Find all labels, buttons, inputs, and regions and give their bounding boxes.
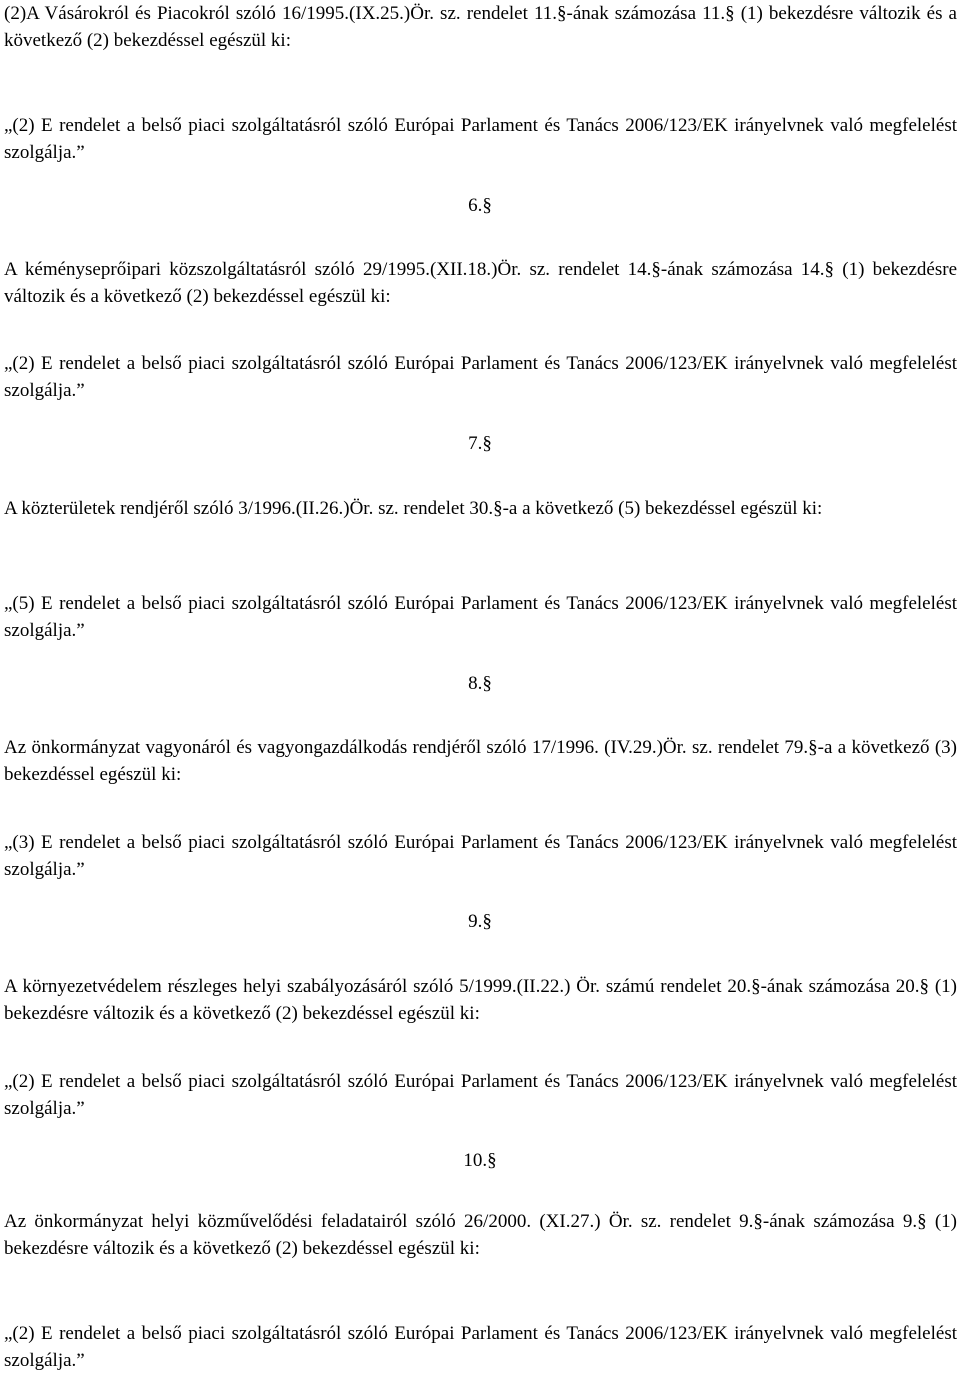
section-8-quote: „(3) E rendelet a belső piaci szolgáltatásról szóló Európai Parlament és Tanács 2006/123/EK irányelvnek való megfelelést szolgálja.” — [4, 832, 957, 880]
intro-quote: „(2) E rendelet a belső piaci szolgáltatásról szóló Európai Parlament és Tanács 2006/123/EK irányelvnek való megfelelést szolgálja.” — [4, 115, 957, 163]
section-6-quote: „(2) E rendelet a belső piaci szolgáltatásról szóló Európai Parlament és Tanács 2006/123/EK irányelvnek való megfelelést szolgálja.” — [4, 353, 957, 401]
section-8-paragraph: Az önkormányzat vagyonáról és vagyongazdálkodás rendjéről szóló 17/1996. (IV.29.)Ör. sz. rendelet 79.§-a a következő (3) bekezdéssel egészül ki: — [4, 737, 957, 785]
section-7-quote: „(5) E rendelet a belső piaci szolgáltatásról szóló Európai Parlament és Tanács 2006/123/EK irányelvnek való megfelelést szolgálja.” — [4, 593, 957, 641]
section-heading-6: 6.§ — [468, 195, 492, 216]
section-heading-7: 7.§ — [468, 433, 492, 454]
section-6-paragraph: A kéményseprőipari közszolgáltatásról szóló 29/1995.(XII.18.)Ör. sz. rendelet 14.§-ának számozása 14.§ (1) bekezdésre változik és a következő (2) bekezdéssel egészül ki: — [4, 259, 957, 307]
section-heading-8: 8.§ — [468, 673, 492, 694]
section-10-paragraph: Az önkormányzat helyi közművelődési feladatairól szóló 26/2000. (XI.27.) Ör. sz. rendelet 9.§-ának számozása 9.§ (1) bekezdésre változik és a következő (2) bekezdéssel egészül ki: — [4, 1211, 957, 1259]
section-9-quote: „(2) E rendelet a belső piaci szolgáltatásról szóló Európai Parlament és Tanács 2006/123/EK irányelvnek való megfelelést szolgálja.” — [4, 1071, 957, 1119]
section-9-paragraph: A környezetvédelem részleges helyi szabályozásáról szóló 5/1999.(II.22.) Ör. számú rendelet 20.§-ának számozása 20.§ (1) bekezdésre változik és a következő (2) bekezdéssel egészül ki: — [4, 976, 957, 1024]
section-heading-9: 9.§ — [468, 911, 492, 932]
intro-paragraph: (2)A Vásárokról és Piacokról szóló 16/1995.(IX.25.)Ör. sz. rendelet 11.§-ának számozása 11.§ (1) bekezdésre változik és a következő (2) bekezdéssel egészül ki: — [4, 3, 957, 51]
section-heading-10: 10.§ — [463, 1150, 497, 1171]
section-10-quote: „(2) E rendelet a belső piaci szolgáltatásról szóló Európai Parlament és Tanács 2006/123/EK irányelvnek való megfelelést szolgálja.” — [4, 1323, 957, 1371]
section-7-paragraph: A közterületek rendjéről szóló 3/1996.(II.26.)Ör. sz. rendelet 30.§-a a következő (5) bekezdéssel egészül ki: — [4, 498, 823, 519]
